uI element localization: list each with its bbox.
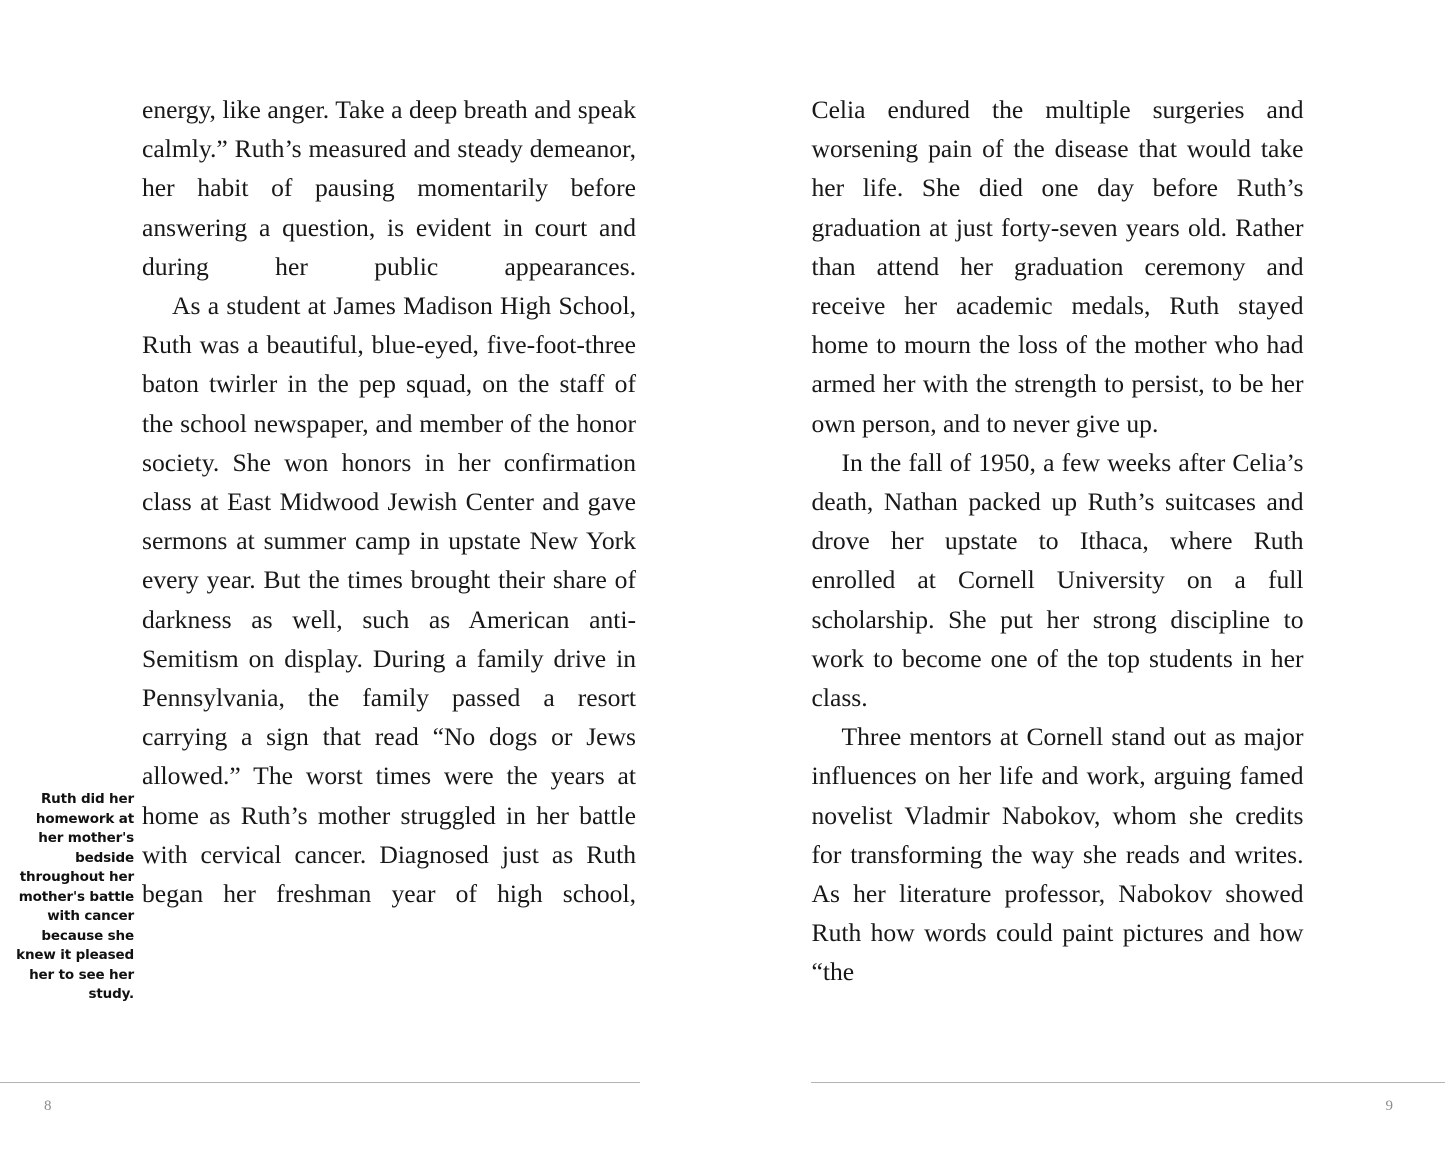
page-number: 8 [44, 1098, 52, 1114]
paragraph: In the fall of 1950, a few weeks after Celia’s death, Nathan packed up Ruth’s suitcases and drove her upstate to Ithaca, where Ruth enrolled at Cornell University on a full scholarship. She put her strong discipline to work to become one of the top students in her class. [811, 447, 1304, 713]
body-text-column-left [142, 90, 636, 913]
paragraph: As a student at James Madison High School, Ruth was a beautiful, blue-eyed, five-foot-three baton twirler in the pep squad, on the staff of the school newspaper, and member of the honor society. She won honors in her confirmation class at East Midwood Jewish Center and gave sermons at summer camp in upstate New York every year. But the times brought their share of darkness as well, such as American anti-Semitism on display. During a family drive in Pennsylvania, the family passed a resort carrying a sign that read “No dogs or Jews allowed.” The worst times were the years at home as Ruth’s mother struggled in her battle with cervical cancer. Diagnosed just as Ruth began her freshman year of high school, [142, 291, 636, 909]
page-right [723, 0, 1445, 1174]
paragraph: Celia endured the multiple surgeries and worsening pain of the disease that would take her life. She died one day before Ruth’s graduation at just forty-seven years old. Rather than attend her graduation ceremony and receive her academic medals, Ruth stayed home to mourn the loss of the mother who had armed her with the strength to persist, to be her own person, and to never give up. [811, 95, 1304, 438]
page-number: 9 [1385, 1098, 1393, 1114]
footer-rule [0, 1082, 640, 1083]
paragraph: Three mentors at Cornell stand out as major influences on her life and work, arguing famed novelist Vladmir Nabokov, whom she credits for transforming the way she reads and writes. As her literature professor, Nabokov showed Ruth how words could paint pictures and how “the [811, 722, 1304, 987]
footer-rule [811, 1082, 1445, 1083]
paragraph: energy, like anger. Take a deep breath and speak calmly.” Ruth’s measured and steady demeanor, her habit of pausing momentarily before answering a question, is evident in court and during her public appearances. [142, 95, 636, 281]
body-text-column-right [812, 90, 1304, 992]
margin-note: Ruth did her homework at her mother's bedside throughout her mother's battle with cancer because she knew it pleased her to see her study. [16, 791, 134, 1002]
